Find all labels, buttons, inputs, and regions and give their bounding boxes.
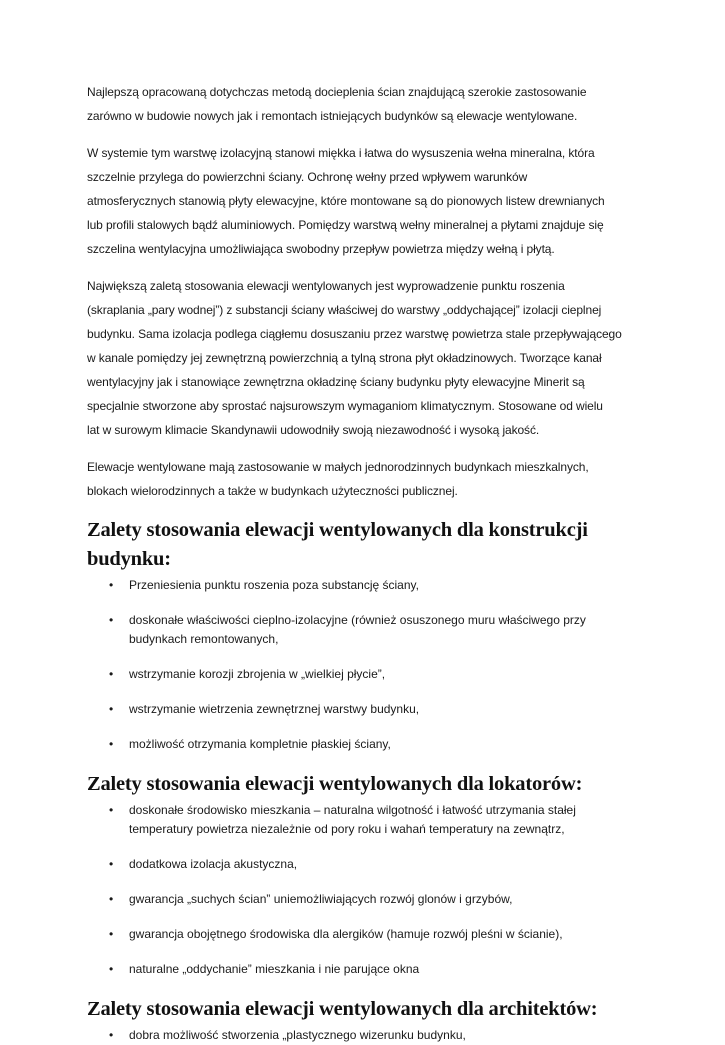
paragraph-line: Najlepszą opracowaną dotychczas metodą docieplenia ścian znajdującą szerokie zastosowanie: [87, 85, 587, 99]
paragraph-line: w kanale pomiędzy jej zewnętrzną powierzchnią a tylną strona płyt okładzinowych. Tworzące kanał: [87, 351, 602, 365]
body-paragraph: [87, 80, 641, 128]
section-heading: [87, 770, 641, 799]
paragraph-line: W systemie tym warstwę izolacyjną stanowi miękka i łatwa do wysuszenia wełna mineralna, która: [87, 146, 595, 160]
paragraph-line: specjalnie stworzone aby sprostać najsurowszym wymaganiom klimatycznym. Stosowane od wielu: [87, 399, 603, 413]
body-paragraph: [87, 274, 641, 442]
paragraph-line: (skraplania „pary wodnej”) z substancji ściany właściwej do warstwy „oddychającej” izolacji cieplnej: [87, 303, 602, 317]
paragraph-line: atmosferycznych stanowią płyty elewacyjne, które montowane są do pionowych listew drewnianych: [87, 194, 605, 208]
paragraph-line: Największą zaletą stosowania elewacji wentylowanych jest wyprowadzenie punktu roszenia: [87, 279, 565, 293]
heading-line: Zalety stosowania elewacji wentylowanych dla konstrukcji: [87, 519, 588, 541]
bullet-icon: •: [109, 578, 114, 592]
heading-line: budynku:: [87, 548, 171, 570]
list-item: [87, 960, 641, 979]
list-item-text: doskonałe środowisko mieszkania – naturalna wilgotność i łatwość utrzymania stałej: [129, 803, 576, 817]
paragraph-line: lat w surowym klimacie Skandynawii udowodniły swoją niezawodność i wysoką jakość.: [87, 423, 540, 437]
list-item-text: wstrzymanie wietrzenia zewnętrznej warstwy budynku,: [129, 702, 420, 716]
bullet-list: [87, 576, 641, 754]
bullet-icon: •: [109, 1028, 114, 1042]
list-item-text: możliwość otrzymania kompletnie płaskiej ściany,: [129, 737, 391, 751]
list-item-text: temperatury powietrza niezależnie od pory roku i wahań temperatury na zewnątrz,: [129, 822, 565, 836]
list-item-text: gwarancja „suchych ścian” uniemożliwiających rozwój glonów i grzybów,: [129, 892, 513, 906]
list-item-text: naturalne „oddychanie” mieszkania i nie parujące okna: [129, 962, 420, 976]
advantages-section: [87, 995, 641, 1045]
paragraph-line: zarówno w budowie nowych jak i remontach istniejących budynków są elewacje wentylowane.: [87, 109, 578, 123]
list-item: [87, 855, 641, 874]
list-item: [87, 665, 641, 684]
list-item-text: doskonałe właściwości cieplno-izolacyjne (również osuszonego muru właściwego przy: [129, 613, 586, 627]
bullet-icon: •: [109, 737, 114, 751]
bullet-icon: •: [109, 927, 114, 941]
paragraph-line: lub profili stalowych bądź aluminiowych. Pomiędzy warstwą wełny mineralnej a płytami znajduje się: [87, 218, 604, 232]
list-item: [87, 1026, 641, 1045]
bullet-icon: •: [109, 803, 114, 817]
list-item-text: gwarancja obojętnego środowiska dla alergików (hamuje rozwój pleśni w ścianie),: [129, 927, 563, 941]
list-item: [87, 735, 641, 754]
list-item: [87, 611, 641, 649]
list-item-text: dodatkowa izolacja akustyczna,: [129, 857, 298, 871]
list-item-text: budynkach remontowanych,: [129, 632, 279, 646]
list-item: [87, 801, 641, 839]
paragraph-line: blokach wielorodzinnych a także w budynkach użyteczności publicznej.: [87, 484, 458, 498]
list-item-text: dobra możliwość stworzenia „plastycznego wizerunku budynku,: [129, 1028, 466, 1042]
list-item: [87, 925, 641, 944]
advantages-section: [87, 516, 641, 754]
paragraph-line: Elewacje wentylowane mają zastosowanie w małych jednorodzinnych budynkach mieszkalnych,: [87, 460, 589, 474]
bullet-icon: •: [109, 962, 114, 976]
advantage-sections: [87, 516, 641, 1045]
bullet-icon: •: [109, 667, 114, 681]
list-item-text: Przeniesienia punktu roszenia poza substancję ściany,: [129, 578, 419, 592]
list-item: [87, 576, 641, 595]
bullet-icon: •: [109, 613, 114, 627]
list-item: [87, 890, 641, 909]
bullet-list: [87, 1026, 641, 1045]
section-heading: [87, 995, 641, 1024]
paragraph-line: budynku. Sama izolacja podlega ciągłemu dosuszaniu przez warstwę powietrza stale przepływającego: [87, 327, 622, 341]
paragraph-line: wentylacyjny jak i stanowiące zewnętrzna okładzinę ściany budynku płyty elewacyjne Minerit są: [87, 375, 585, 389]
bullet-icon: •: [109, 702, 114, 716]
intro-paragraphs: [87, 80, 641, 503]
heading-line: Zalety stosowania elewacji wentylowanych dla architektów:: [87, 998, 598, 1020]
bullet-list: [87, 801, 641, 979]
list-item: [87, 700, 641, 719]
section-heading: [87, 516, 641, 574]
paragraph-line: szczelina wentylacyjna umożliwiająca swobodny przepływ powietrza między wełną i płytą.: [87, 242, 555, 256]
bullet-icon: •: [109, 892, 114, 906]
body-paragraph: [87, 455, 641, 503]
paragraph-line: szczelnie przylega do powierzchni ściany. Ochronę wełny przed wpływem warunków: [87, 170, 528, 184]
list-item-text: wstrzymanie korozji zbrojenia w „wielkiej płycie”,: [129, 667, 386, 681]
body-paragraph: [87, 141, 641, 261]
heading-line: Zalety stosowania elewacji wentylowanych dla lokatorów:: [87, 773, 583, 795]
bullet-icon: •: [109, 857, 114, 871]
advantages-section: [87, 770, 641, 979]
